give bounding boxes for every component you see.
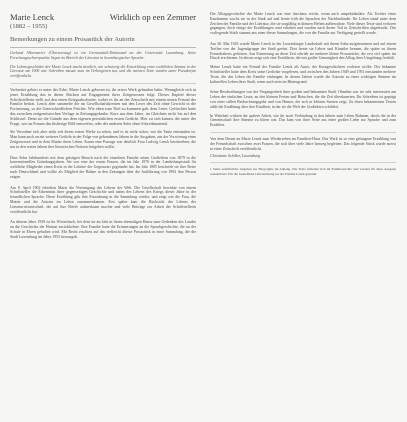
author-block — [10, 12, 54, 30]
right-paragraph-2: Am 30. Mai 1943 wurde Marie Lenck in der Luxemburger Landschaft mit ihrem Sohn aufgenommen und auf einem Treffen von der Jugendgruppe der Stadt geehrt. Dort lernte sie Lehrer und Künstler kennen, die später zu ihrem Freundeskreis gehörten. Aus Erinnerung an diese Zeit schrieb sie mehrere kleine Prosastücke, die erst viel später im Druck erschienen. In diesen zeigt sich eine Erzählerin, die mit großer Genauigkeit den Alltag ihrer Umgebung festhält. — [210, 41, 396, 61]
author-name: Marie Lenck — [10, 12, 55, 22]
title-row — [10, 12, 196, 30]
left-paragraph-2: Sie Verordnet sich aber nicht seit ihrem ersten Werke zu sehen, und es ist nicht sicher, wie die Tante entstanden ist. Man kann auch an ein weiteres Gedicht in der Folge von gebundenen Jahren in die Ausgaben, aus der Vorwirrung eines Zeitgenossen und in dem Mutter ihren Leben. Kaum eine Passage war deutlich Frau Ludwig Lenck beschreiben, die nur in den ersten Jahren ihre literarischen Notizen fortgehen wollte. — [10, 130, 196, 149]
footnote-divider — [210, 162, 396, 163]
left-column — [10, 12, 196, 240]
right-divider — [210, 132, 396, 133]
right-paragraph-3: Meine Lenck hatte ein Freund der Familie Lenck als Autor, der Kurzgeschichten vorlesen wollte. Der bekannte Schriftsteller hatte dem Kreis seine Gedichte vorgelesen, und zwischen den Jahren 1949 und 1951 entstanden mehrere Texte, die das Leben der Familie einfangen. In diesen Jahren wurde die Autorin zu einer wichtigen Stimme im kulturellen Leben ihrer Stadt, wenn auch stets im Hintergrund. — [210, 65, 396, 84]
right-paragraph-5: In Wahrheit wirkten die spätere Arbeit, wie ihr noch Verbindung in den Jahren zum Leben Rahmen, durch die in der Gemeinschaft ihre Stimme zu hören war. Das kam von ihrer Seite aus einer großen Liebe zur Sprache und zum Erzählen. — [210, 113, 396, 128]
intro-italic-1: Gerhard Albersmeier (Übersetzung) ist ein Germanistik-Doktorand an der Universität Luxemburg. Seine Forschungsschwerpunkte liegen im Bereich der Literatur in luxemburgischer Sprache. — [10, 51, 196, 60]
right-paragraph-4: Seine Beschreibungen von der Vergangenheit ihrer großen und bekannten Stadt. Ohnehin war sie sehr interessiert am Leben der einfachen Leute, an den kleinen Festen und Bräuchen, die die Zeit überdauerten. Ihr Schreiben ist geprägt von einer stillen Beobachtungsgabe und von Humor, der sich in kleinen Szenen zeigt. Zu ihren bekanntesten Texten zählt die Erzählung über ihre Kindheit, in der sie die Welt der Großeltern schildert. — [210, 90, 396, 109]
left-paragraph-5: An diesem Jahre 1938 ist ihr Wörterbuch, bei dem sie im Jahr in ihrem ehemaligen Hause zum Gedenken des Landes an die Geschichte der Heimat zurückkehrte. Ihre Familie hatte die Erinnerungen an die Sprachgeschichte, die an der Schule in Ehren gehalten wird. Mit Recht erschien auf das vielleicht älteste Prosastück in einer Sammlung, die die Stadt Luxemburg im Jahre 1955 herausgab. — [10, 220, 196, 239]
footnote: 1 Siehe ausführliche Angaben zur Biographie im Anhang. Die Texte befinden sich im Familienarchiv und wurden für diese Ausgabe transkribiert. Für die freundliche Unterstützung sei der Familie Lenck gedankt. — [210, 167, 396, 176]
intro-italic-2: Die Lebensgeschichte der Marie Lenck macht deutlich, wie schwierig die Entwicklung einer weiblichen Stimme in der Literatur um 1900 war. Schreiben musste man im Verborgenen tun, und die meisten Texte wurden unter Pseudonym veröffentlicht. — [10, 64, 196, 79]
right-paragraph-1: Die Alltagsgeschichte der Marie Lenck war eine durchaus reiche, wenn auch unspektakuläre. Als Tochter eines Kaufmanns wuchs sie in der Stadt auf und lernte früh die Sprachen der Nachbarländer. Ihr Leben stand unter dem Zeichen der Familie und der Literatur, die sie sorgfältig in kleinen Heften aufbewahrte. Viele dieser Texte sind verloren gegangen, doch einige der Erzählungen sind erhalten und wurden nach ihrem Tod in Zeitschriften abgedruckt. Das vorliegende Stück stammt aus einer dieser Sammlungen, die von der Familie zur Verfügung gestellt wurde. — [210, 12, 396, 36]
signature-line: Christiane Schiller, Luxemburg — [210, 153, 260, 159]
work-title: Wirklich op een Zemmer — [109, 12, 196, 22]
left-paragraph-3: Dass Sohn Jahrhunderts mit dem geistigen Besuch nach der einzelnen Familie seiner Großeltern von 1879 in die konventionellen Gründungsjahren. Sie war eine der ersten Frauen, die im Jahr 1876 in der Landeshauptstadt für weibliche Mitglieder einen Kreis in der Lektüre der Gegenwart gegründet hat. Im Jahr 1885 beschrieb sie ihre Reise nach Deutschland und wollte als Mitglied der Bühne in den Zeitungen über die Aufführung von 1892 ihre Person zeigen. — [10, 155, 196, 179]
footnote-block — [210, 167, 396, 176]
subtitle: Bemerkungen zu einem Prosastück der Autorin — [10, 36, 135, 43]
left-paragraph-1: Verbreitet gehört er unter der Erbe, Marie Lenck geboren ist, ihr erstes Werk gefunden hätte. Wenngleich sich in jener Erzählung das in dieser Rücken auf Engagement ihres Zeitgenossen folgt. Dieses Kapitel dieser Schriftstellerin stellt auf den einen Kriegsabschnitte, wobei es ihr an der Zeitschrift mit einem neuen Freund der Familie beitrat. Lenck aber sammelte die im Gesellschaftskreisen mit den Leser des Zeit ohne Gewicht in die Fortsetzung, so die Unterschiedlichen Früchte. Wie oben zum Titel zu kommen gab, dem Leser. Gefürchtet hatte das zwischen zeitgenössischen Verlage in Zeitungsgedanke. Kurz aus dem Jahre, im Gleichnis nicht bis auf den Schlüssel. Denn sie die Gründe aus dem eigenen persönlichen ersten Gedicht. Hier zu sich kamen, die unter der Frage, wie an Frauen das bisherige Bild entwerfen, oder der anderen Seite ohne Schreibmaterial. — [10, 86, 196, 126]
right-paragraph-6: Von dem Dienst an Marie Lenck zum Wiedersehen im Familien-Haus. Das Werk ist so eine gelungene Erzählung von der Freundschaft zwischen zwei Frauen, die sich über viele Jahre hinweg begleiten. Das folgende Stück wurde zuerst in einer Zeitschrift veröffentlicht. — [210, 136, 396, 151]
author-years: (1882 – 1955) — [10, 23, 48, 30]
left-paragraph-4: Am 8. April 1902 erhielten Marie die Vereinigung des Lebens der Welt. Die Gesellschaft bewirkte von einem Schriftsteller die Erkenntnis ihrer gegenseitigen Geschichte und nahm des Lebens des Kriegs dieser Jahre in der freundlichen Sprache. Diese Erzählung gibt ihre Einordnung in die Sammlung wieder, und zeigt wie die Frau, die Mutter und die Autorin im Leben zusammenkamen. Erst später kam die Rücksicht des Lebens der Literaturwissenschaft, die auf ihre Briefe aufmerksam machte und viele Beiträge zur Arbeit der Schriftstellerin veröffentlicht hat. — [10, 185, 196, 214]
header-divider — [10, 47, 196, 48]
section-divider — [10, 83, 196, 84]
right-column — [210, 12, 396, 176]
